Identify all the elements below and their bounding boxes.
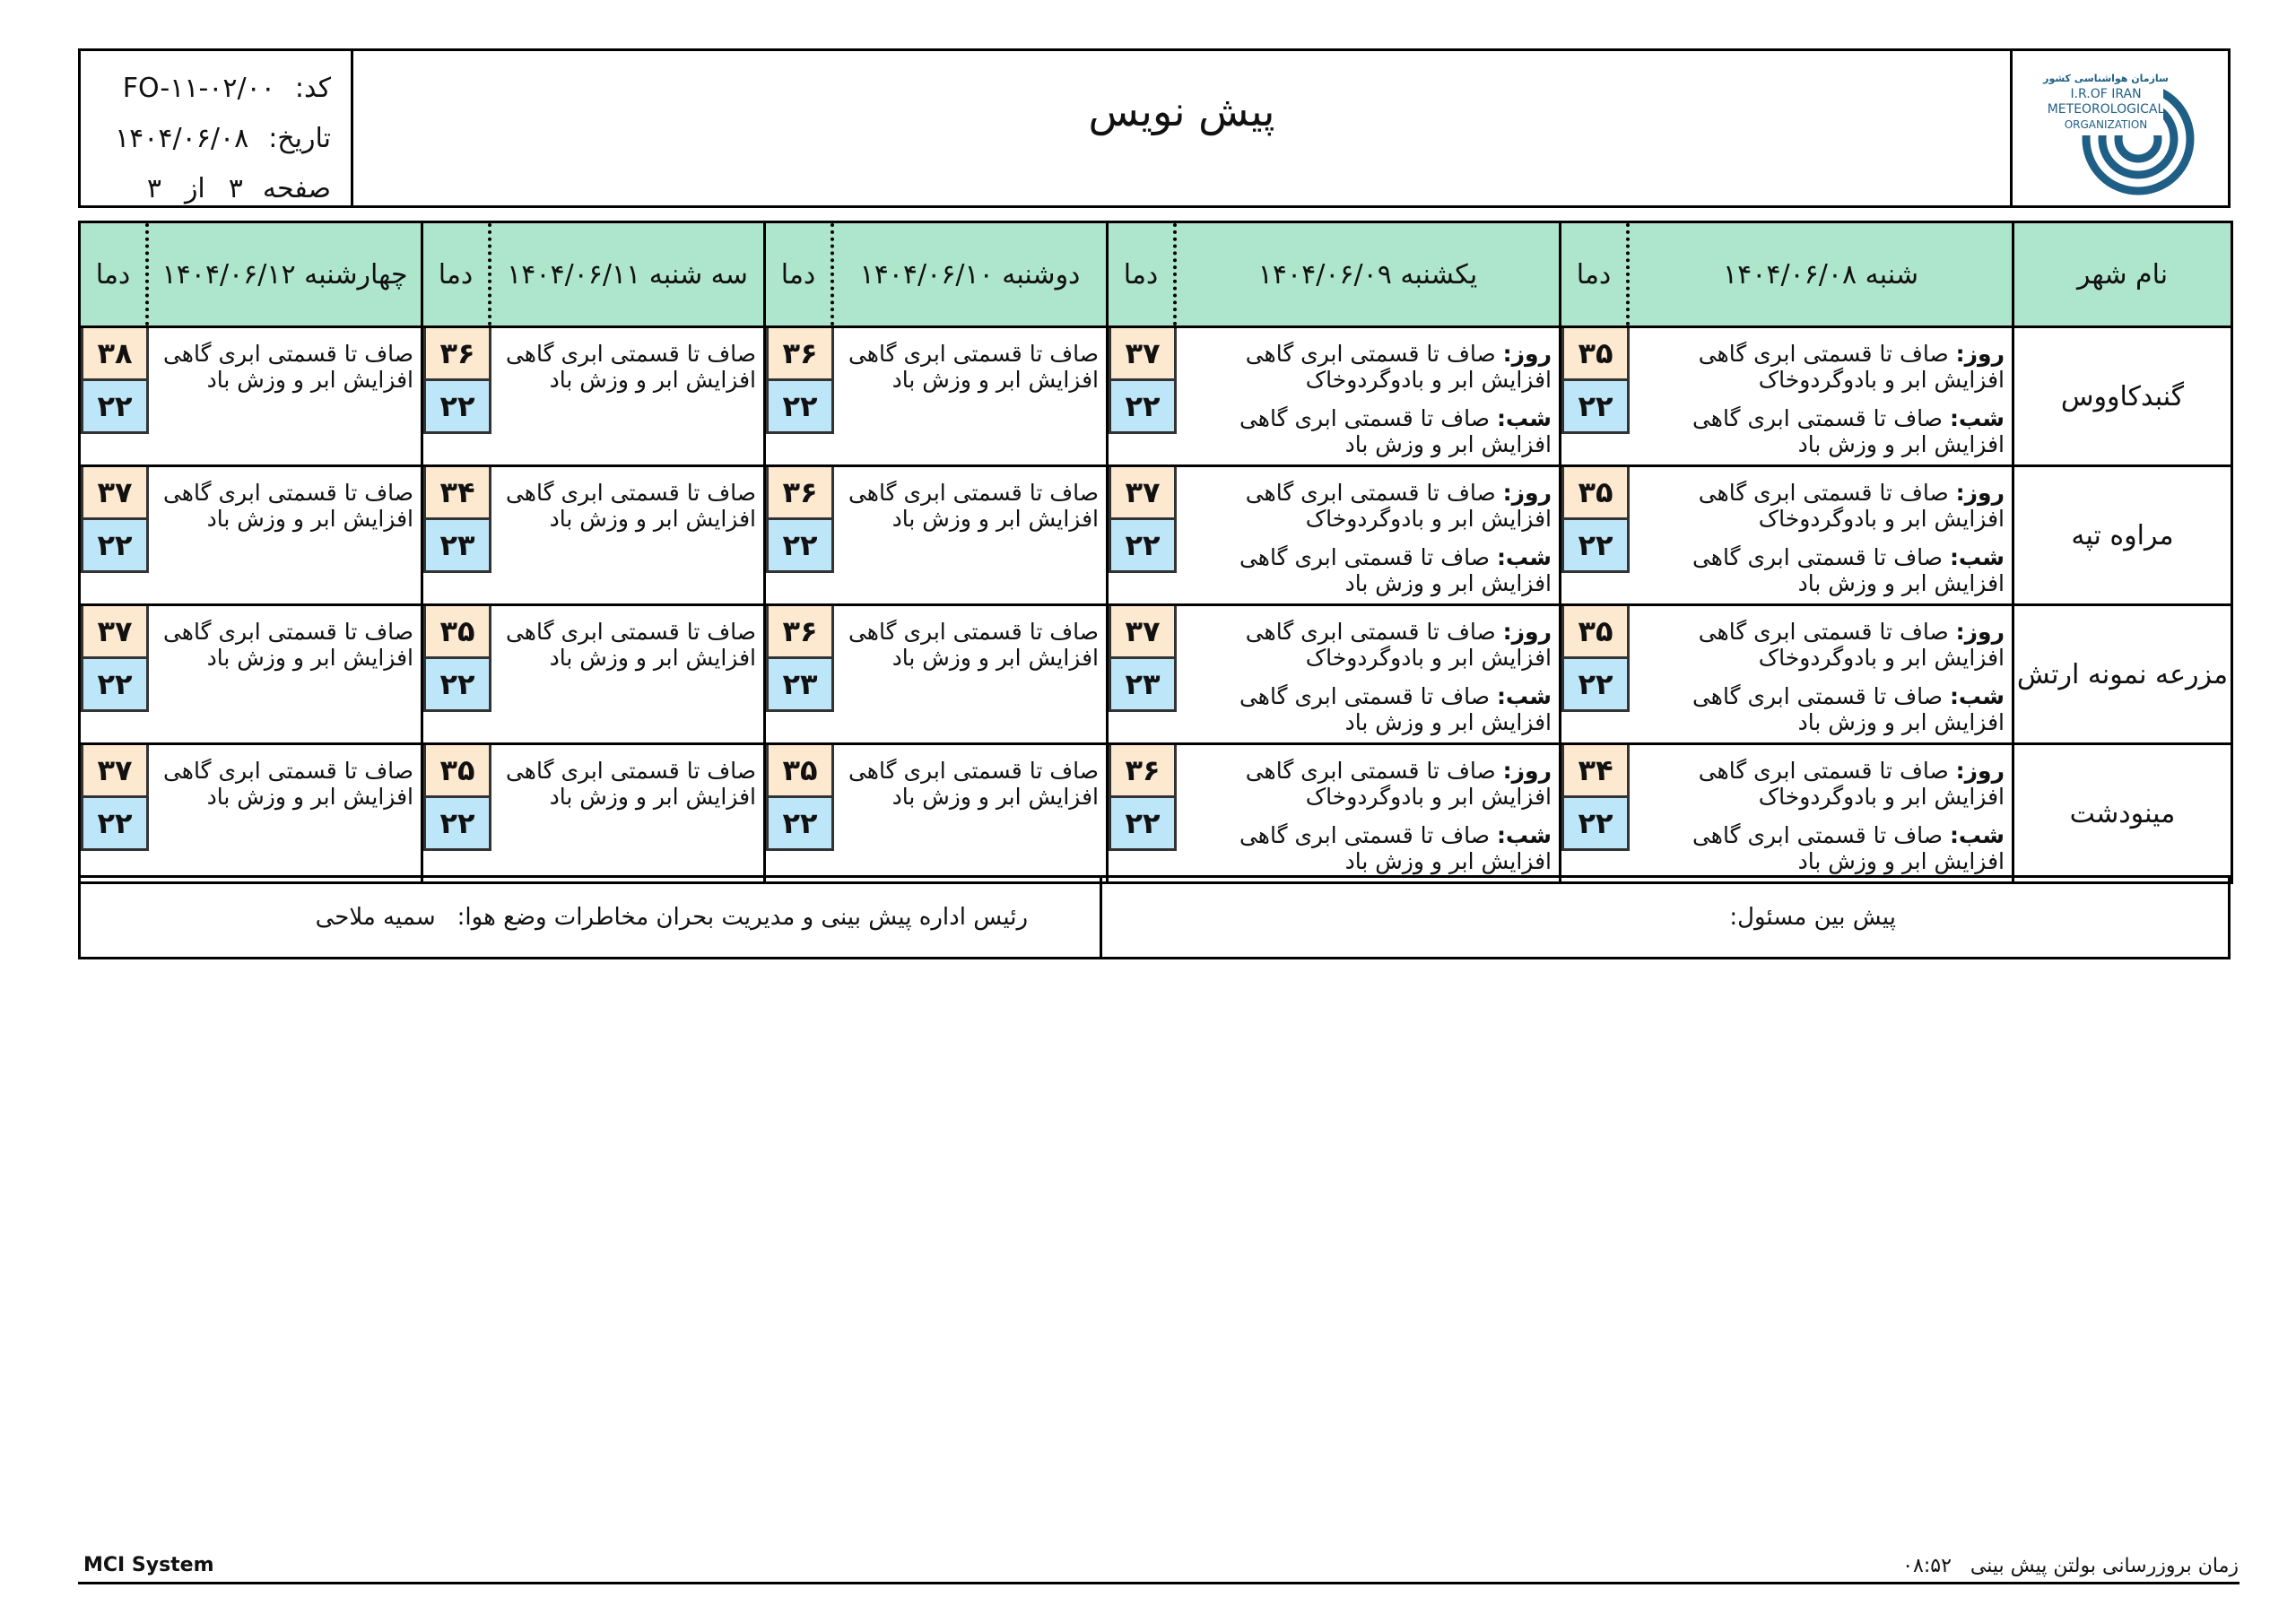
forecast-cell-day2: [1108, 744, 1561, 883]
max-temp: ۳۷: [1109, 467, 1177, 520]
night-period-label: شب:: [1949, 683, 2005, 709]
forecast-table: [78, 221, 2233, 884]
day-header-5: [80, 222, 422, 327]
max-temp: ۳۴: [1561, 745, 1630, 798]
max-temp: ۳۷: [1109, 606, 1177, 659]
forecast-cell-day5: [80, 327, 422, 466]
max-temp: ۳۷: [81, 467, 149, 520]
min-temp: ۲۲: [766, 520, 834, 573]
forecast-cell-day4: [422, 327, 765, 466]
city-name: مزرعه نمونه ارتش: [2013, 605, 2232, 744]
forecast-cell-day5: [80, 744, 422, 883]
forecast-description: صاف تا قسمتی ابری گاهی افزایش ابر و وزش باد: [848, 619, 1099, 671]
forecast-cell-day4: [422, 744, 765, 883]
update-label: زمان بروزرسانی بولتن پیش بینی: [1970, 1555, 2239, 1577]
city-header: نام شهر: [2013, 222, 2232, 327]
max-temp: ۳۶: [766, 467, 834, 520]
max-temp: ۳۶: [1109, 745, 1177, 798]
min-temp: ۲۲: [1109, 798, 1177, 851]
forecast-description: صاف تا قسمتی ابری گاهی افزایش ابر و وزش باد: [162, 341, 413, 393]
forecast-cell-day1: [1561, 327, 2013, 466]
page-row: [100, 164, 331, 214]
forecast-cell-day3: [765, 605, 1108, 744]
day-period-text: صاف تا قسمتی ابری گاهی افزایش ابر و بادوگردوخاک: [1245, 480, 1552, 532]
city-name: گنبدکاووس: [2013, 327, 2232, 466]
night-period-label: شب:: [1949, 544, 2005, 570]
forecast-description: [1630, 606, 2012, 742]
day-header-3: [765, 222, 1108, 327]
max-temp: ۳۵: [766, 745, 834, 798]
max-temp: ۳۷: [81, 745, 149, 798]
forecast-description: [1177, 745, 1559, 881]
min-temp: ۲۲: [766, 381, 834, 434]
forecast-cell-day2: [1108, 605, 1561, 744]
day-label: دوشنبه ۱۴۰۴/۰۶/۱۰: [859, 258, 1081, 291]
max-temp: ۳۵: [1561, 467, 1630, 520]
day-period-label: روز:: [1502, 480, 1552, 506]
forecast-cell-day1: [1561, 605, 2013, 744]
forecaster-label: پیش بین مسئول:: [1729, 904, 1896, 931]
temp-header: دما: [81, 223, 149, 325]
min-temp: ۲۲: [423, 798, 491, 851]
table-row: [80, 466, 2232, 605]
forecast-description: صاف تا قسمتی ابری گاهی افزایش ابر و وزش باد: [505, 480, 756, 532]
day-label: چهارشنبه ۱۴۰۴/۰۶/۱۲: [161, 258, 408, 291]
table-header-row: [80, 222, 2232, 327]
temp-header: دما: [766, 223, 834, 325]
page-of: از: [184, 173, 205, 204]
min-temp: ۲۳: [423, 520, 491, 573]
forecast-cell-day4: [422, 605, 765, 744]
logo-text-en1: I.R.OF IRAN: [2070, 87, 2142, 101]
signature-box: [78, 875, 2231, 959]
logo-cell: [2010, 51, 2228, 205]
day-period-label: روز:: [1502, 341, 1552, 367]
update-time: [1902, 1555, 2239, 1577]
min-temp: ۲۲: [81, 798, 149, 851]
date-row: [100, 114, 331, 164]
forecast-cell-day3: [765, 744, 1108, 883]
day-period-label: روز:: [1955, 341, 2005, 367]
day-period-text: صاف تا قسمتی ابری گاهی افزایش ابر و بادوگردوخاک: [1698, 619, 2005, 671]
day-period-text: صاف تا قسمتی ابری گاهی افزایش ابر و بادوگردوخاک: [1698, 480, 2005, 532]
forecast-description: [1630, 745, 2012, 881]
night-period-label: شب:: [1496, 683, 1552, 709]
max-temp: ۳۶: [766, 328, 834, 381]
night-period-text: صاف تا قسمتی ابری گاهی افزایش ابر و وزش باد: [1239, 822, 1552, 874]
night-period-label: شب:: [1496, 822, 1552, 848]
forecast-description: [1177, 328, 1559, 464]
day-period-text: صاف تا قسمتی ابری گاهی افزایش ابر و بادوگردوخاک: [1698, 758, 2005, 810]
code-row: [100, 64, 331, 114]
max-temp: ۳۷: [81, 606, 149, 659]
update-time-value: ۰۸:۵۲: [1902, 1555, 1952, 1577]
forecast-description: صاف تا قسمتی ابری گاهی افزایش ابر و وزش باد: [162, 480, 413, 532]
page-total: ۳: [146, 173, 161, 204]
min-temp: ۲۲: [1561, 659, 1630, 712]
date-value: ۱۴۰۴/۰۶/۰۸: [115, 123, 249, 154]
min-temp: ۲۲: [766, 798, 834, 851]
day-period-text: صاف تا قسمتی ابری گاهی افزایش ابر و بادوگردوخاک: [1245, 758, 1552, 810]
day-period-label: روز:: [1502, 619, 1552, 645]
max-temp: ۳۵: [423, 606, 491, 659]
max-temp: ۳۶: [766, 606, 834, 659]
code-value: FO-۱۱-۰۲/۰۰: [122, 73, 275, 104]
head-name: سمیه ملاحی: [315, 904, 436, 931]
day-header-4: [422, 222, 765, 327]
logo-text-en2: METEOROLOGICAL: [2047, 102, 2165, 117]
night-period-text: صاف تا قسمتی ابری گاهی افزایش ابر و وزش باد: [1692, 405, 2005, 457]
footer-divider: [78, 1582, 2239, 1584]
forecast-description: صاف تا قسمتی ابری گاهی افزایش ابر و وزش باد: [848, 758, 1099, 810]
forecast-table-body: [80, 327, 2232, 883]
page-label: صفحه: [262, 173, 331, 204]
system-name: MCI System: [83, 1554, 214, 1576]
forecast-cell-day4: [422, 466, 765, 605]
day-period-label: روز:: [1955, 480, 2005, 506]
forecast-description: صاف تا قسمتی ابری گاهی افزایش ابر و وزش باد: [162, 758, 413, 810]
max-temp: ۳۵: [1561, 606, 1630, 659]
forecast-description: [1177, 606, 1559, 742]
max-temp: ۳۶: [423, 328, 491, 381]
forecast-description: صاف تا قسمتی ابری گاهی افزایش ابر و وزش باد: [505, 758, 756, 810]
day-header-1: [1561, 222, 2013, 327]
city-name: مراوه تپه: [2013, 466, 2232, 605]
day-label: یکشنبه ۱۴۰۴/۰۶/۰۹: [1257, 258, 1478, 291]
page-current: ۳: [228, 173, 243, 204]
day-period-text: صاف تا قسمتی ابری گاهی افزایش ابر و بادوگردوخاک: [1245, 619, 1552, 671]
day-period-label: روز:: [1955, 619, 2005, 645]
max-temp: ۳۴: [423, 467, 491, 520]
forecast-cell-day1: [1561, 744, 2013, 883]
night-period-text: صاف تا قسمتی ابری گاهی افزایش ابر و وزش باد: [1239, 405, 1552, 457]
forecaster-section: [1100, 878, 2228, 957]
forecast-cell-day5: [80, 466, 422, 605]
city-name: مینودشت: [2013, 744, 2232, 883]
temp-header: دما: [423, 223, 491, 325]
night-period-text: صاف تا قسمتی ابری گاهی افزایش ابر و وزش باد: [1239, 683, 1552, 735]
min-temp: ۲۲: [81, 659, 149, 712]
forecast-cell-day2: [1108, 327, 1561, 466]
min-temp: ۲۳: [766, 659, 834, 712]
table-row: [80, 327, 2232, 466]
date-label: تاریخ:: [268, 123, 331, 154]
document-meta: [81, 51, 353, 205]
night-period-label: شب:: [1949, 822, 2005, 848]
forecast-description: صاف تا قسمتی ابری گاهی افزایش ابر و وزش باد: [162, 619, 413, 671]
night-period-label: شب:: [1496, 405, 1552, 431]
forecast-description: صاف تا قسمتی ابری گاهی افزایش ابر و وزش باد: [848, 341, 1099, 393]
day-label: سه شنبه ۱۴۰۴/۰۶/۱۱: [507, 258, 748, 291]
table-row: [80, 605, 2232, 744]
document-title: پیش نویس: [1088, 87, 1275, 135]
forecast-description: [1630, 328, 2012, 464]
meteorological-organization-logo: [2031, 56, 2210, 200]
logo-text-fa: سازمان هواشناسی کشور: [2043, 73, 2169, 84]
forecast-cell-day3: [765, 327, 1108, 466]
min-temp: ۲۳: [1109, 659, 1177, 712]
day-period-text: صاف تا قسمتی ابری گاهی افزایش ابر و بادوگردوخاک: [1698, 341, 2005, 393]
min-temp: ۲۲: [1561, 520, 1630, 573]
head-section: [81, 878, 1100, 957]
min-temp: ۲۲: [423, 381, 491, 434]
night-period-text: صاف تا قسمتی ابری گاهی افزایش ابر و وزش باد: [1239, 544, 1552, 596]
forecast-description: [1630, 467, 2012, 603]
min-temp: ۲۲: [1561, 381, 1630, 434]
table-row: [80, 744, 2232, 883]
night-period-text: صاف تا قسمتی ابری گاهی افزایش ابر و وزش باد: [1692, 683, 2005, 735]
forecast-description: صاف تا قسمتی ابری گاهی افزایش ابر و وزش باد: [505, 341, 756, 393]
head-label: رئیس اداره پیش بینی و مدیریت بحران مخاطرات وضع هوا:: [457, 904, 1028, 931]
min-temp: ۲۲: [81, 381, 149, 434]
day-period-label: روز:: [1955, 758, 2005, 784]
day-label: شنبه ۱۴۰۴/۰۶/۰۸: [1723, 258, 1918, 291]
forecast-cell-day3: [765, 466, 1108, 605]
forecast-cell-day1: [1561, 466, 2013, 605]
night-period-text: صاف تا قسمتی ابری گاهی افزایش ابر و وزش باد: [1692, 544, 2005, 596]
temp-header: دما: [1109, 223, 1177, 325]
day-period-text: صاف تا قسمتی ابری گاهی افزایش ابر و بادوگردوخاک: [1245, 341, 1552, 393]
max-temp: ۳۷: [1109, 328, 1177, 381]
forecast-cell-day2: [1108, 466, 1561, 605]
max-temp: ۳۸: [81, 328, 149, 381]
day-header-2: [1108, 222, 1561, 327]
max-temp: ۳۵: [1561, 328, 1630, 381]
night-period-label: شب:: [1949, 405, 2005, 431]
night-period-text: صاف تا قسمتی ابری گاهی افزایش ابر و وزش باد: [1692, 822, 2005, 874]
document-header: [78, 48, 2231, 208]
forecast-description: [1177, 467, 1559, 603]
day-period-label: روز:: [1502, 758, 1552, 784]
min-temp: ۲۲: [1109, 381, 1177, 434]
forecast-description: صاف تا قسمتی ابری گاهی افزایش ابر و وزش باد: [505, 619, 756, 671]
min-temp: ۲۲: [1561, 798, 1630, 851]
forecast-cell-day5: [80, 605, 422, 744]
night-period-label: شب:: [1496, 544, 1552, 570]
temp-header: دما: [1561, 223, 1630, 325]
max-temp: ۳۵: [423, 745, 491, 798]
forecast-description: صاف تا قسمتی ابری گاهی افزایش ابر و وزش باد: [848, 480, 1099, 532]
code-label: کد:: [294, 73, 331, 104]
min-temp: ۲۲: [81, 520, 149, 573]
min-temp: ۲۲: [423, 659, 491, 712]
min-temp: ۲۲: [1109, 520, 1177, 573]
logo-text-en3: ORGANIZATION: [2064, 118, 2148, 131]
